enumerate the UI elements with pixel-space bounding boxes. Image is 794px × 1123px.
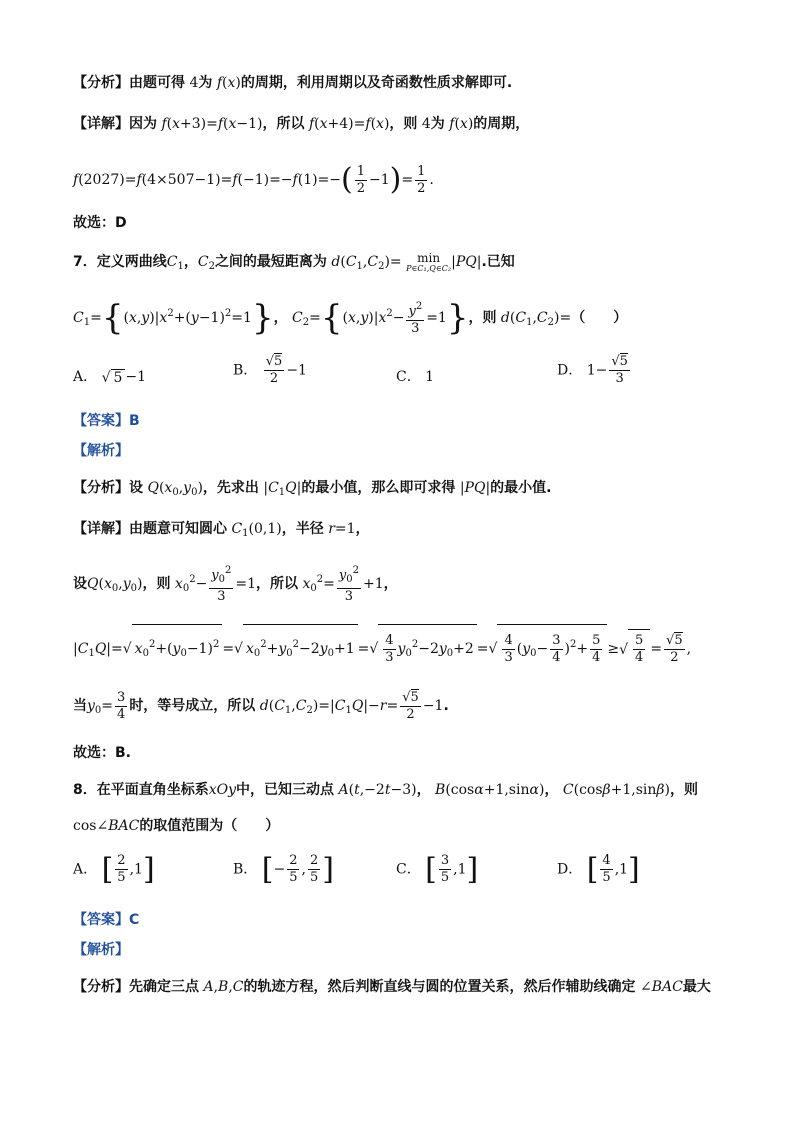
q7-when-line: 当$y_0=$ $\frac{3}{4}$ 时，等号成立，所以 $d(C_1,C_2)=|C_1Q|-r=$ $\frac{√5}{2}$ −1. — [73, 689, 449, 722]
q7-distance-chain: $|C_1Q|=√$ $x_0^2+(y_0-1)^2$ =√ $x_0^2+y_0^2-2y_0+1$ =√ $\frac{4}{3}$ $y_0^2-2y_0+2$ =√ $\frac{4}{3}$ ($y_0-$ $\frac{3}{4}$ )$^2$+ $\frac{5}{4}$ ≥√ $\frac{5}{4}$ = $\frac{√5}{2}$ , — [73, 624, 691, 674]
q7-stem-line1: 7．定义两曲线$C_1$，$C_2$之间的最短距离为 $d(C_1,C_2)= \min$ P∈C₁,Q∈C₂ |PQ|.已知 — [73, 250, 515, 273]
q8-stem-line1: 8．在平面直角坐标系xOy中，已知三动点 A(t,−2t−3)， B(cosα+1,sinα)， C(cosβ+1,sinβ)，则 — [73, 782, 698, 798]
q8-option-c[interactable]: C． [ $\frac{3}{5}$ ,1] — [396, 852, 479, 887]
q8-option-a[interactable]: A． [ $\frac{2}{5}$ ,1] — [73, 852, 155, 887]
q8-jiexi: 【解析】 — [73, 942, 129, 958]
q7-stem-line2: $C_1=\{(x,y)|x^2+(y-1)^2=1\}$， $C_2=\{(x,y)|x^2-$ $\frac{y^2}{3}$ =1}，则 $d(C_1,C_2)=$（ ） — [73, 298, 628, 338]
q7-set-line: 设$Q(x_0,y_0)$，则 $x_0^2-$ $\frac{y_0^2}{3}$ =1，所以 $x_0^2=$ $\frac{y_0^2}{3}$ +1， — [73, 565, 398, 604]
q8-answer: 【答案】C — [73, 912, 140, 928]
q7-option-a[interactable]: A． √ 5 −1 — [73, 369, 147, 386]
q7-option-d[interactable]: D． 1− $\frac{√5}{3}$ — [557, 354, 628, 386]
q6-computation: f(2027)=f(4×507−1)=f(−1)=−f(1)=−( $\frac{1}{2}$ −1)= $\frac{1}{2}$ . — [73, 162, 434, 197]
q8-stem-line2: cos∠BAC的取值范围为（ ） — [73, 818, 280, 834]
q7-analysis-line: 【分析】设 $Q(x_0,y_0)$，先求出 $|C_1Q|$的最小值，那么即可求得 |PQ|的最小值. — [73, 480, 552, 498]
q7-detail-line: 【详解】由题意可知圆心 $C_1(0,1)$，半径 r=1， — [73, 521, 370, 539]
q7-jiexi: 【解析】 — [73, 443, 129, 459]
q7-option-c[interactable]: C． 1 — [396, 369, 435, 385]
q7-choice: 故选：B. — [73, 745, 131, 761]
q6-analysis-line: 【分析】由题可得 4为 f(x)的周期，利用周期以及奇函数性质求解即可. — [73, 75, 513, 91]
q8-option-b[interactable]: B． [− $\frac{2}{5}$ , $\frac{2}{5}$ ] — [233, 852, 334, 887]
detail-tag: 【详解】 — [73, 116, 129, 132]
q8-option-d[interactable]: D． [ $\frac{4}{5}$ ,1] — [557, 852, 640, 887]
q6-detail-line: 【详解】因为 f(x+3)=f(x−1)，所以 f(x+4)=f(x)，则 4为 f(x)的周期， — [73, 116, 530, 132]
q6-choice: 故选：D — [73, 215, 127, 231]
analysis-tag: 【分析】 — [73, 75, 129, 91]
q7-option-b[interactable]: B． $\frac{√5}{2}$ −1 — [233, 354, 307, 386]
q7-answer: 【答案】B — [73, 413, 140, 429]
q8-analysis-line: 【分析】先确定三点 A,B,C的轨迹方程，然后判断直线与圆的位置关系，然后作辅助线确定 ∠BAC最大 — [73, 979, 711, 995]
